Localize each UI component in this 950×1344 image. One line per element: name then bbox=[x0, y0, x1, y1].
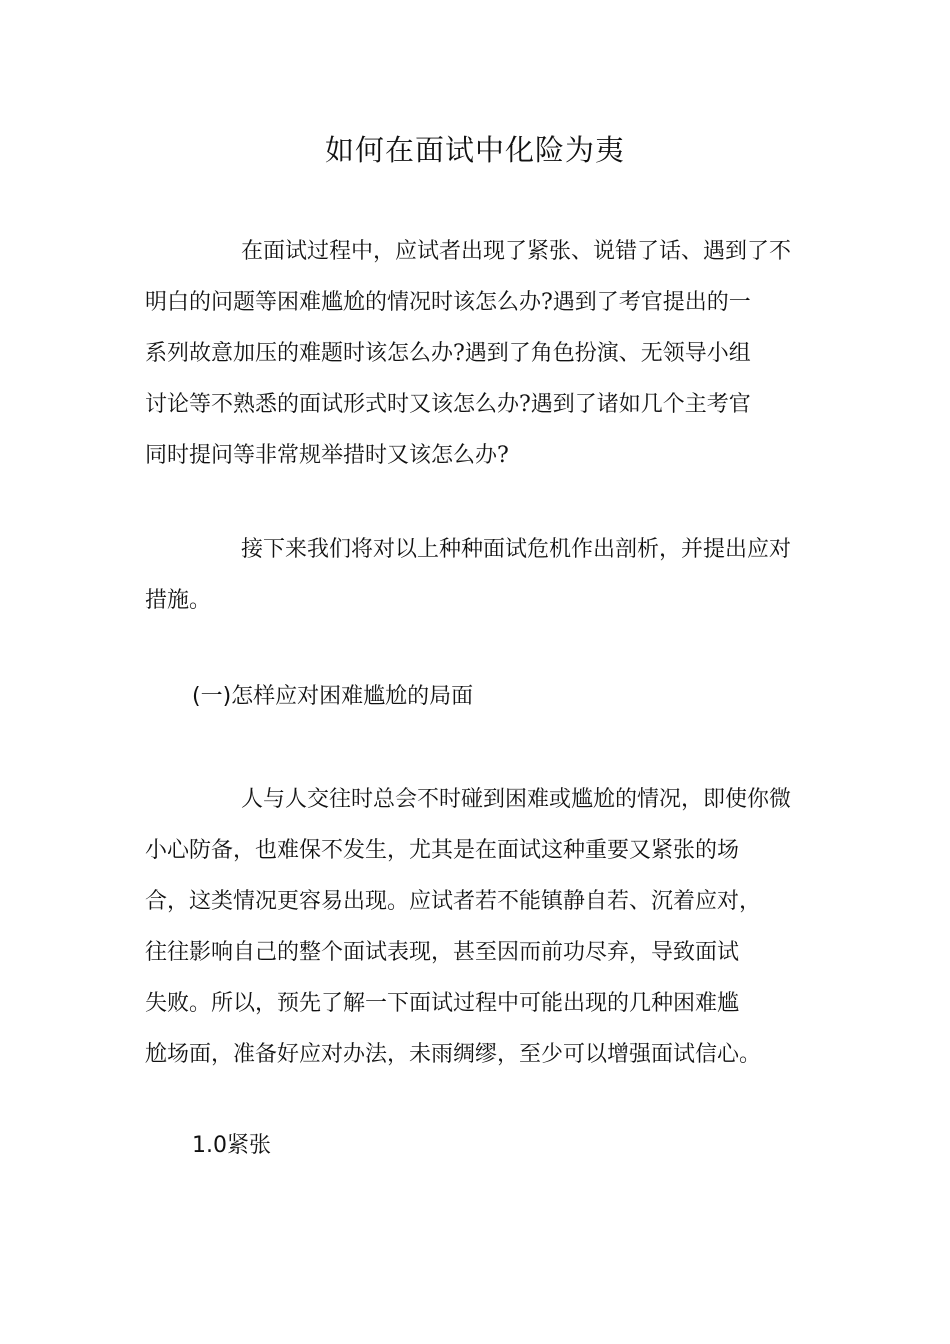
paragraph-line: 尬场面，准备好应对办法，未雨绸缪，至少可以增强面试信心。 bbox=[145, 1042, 762, 1067]
paragraph-line: 失败。所以，预先了解一下面试过程中可能出现的几种困难尴 bbox=[145, 991, 740, 1016]
paragraph-line: 同时提问等非常规举措时又该怎么办? bbox=[145, 443, 509, 468]
paragraph-awkward-situations bbox=[145, 774, 817, 1080]
paragraph-line: 接下来我们将对以上种种面试危机作出剖析，并提出应对 bbox=[241, 537, 792, 562]
paragraph-line: 合，这类情况更容易出现。应试者若不能镇静自若、沉着应对， bbox=[145, 889, 762, 914]
paragraph-line: 人与人交往时总会不时碰到困难或尴尬的情况，即使你微 bbox=[241, 787, 792, 812]
paragraph-intro bbox=[145, 226, 817, 481]
paragraph-line: 措施。 bbox=[145, 588, 212, 613]
document-title: 如何在面试中化险为夷 bbox=[324, 133, 625, 167]
paragraph-line: 小心防备，也难保不发生，尤其是在面试这种重要又紧张的场 bbox=[145, 838, 740, 863]
paragraph-line: 往往影响自己的整个面试表现，甚至因而前功尽弃，导致面试 bbox=[145, 940, 740, 965]
paragraph-line: 在面试过程中，应试者出现了紧张、说错了话、遇到了不 bbox=[241, 239, 792, 264]
paragraph-line: 明白的问题等困难尴尬的情况时该怎么办?遇到了考官提出的一 bbox=[145, 290, 751, 315]
section-heading: (一)怎样应对困难尴尬的局面 bbox=[192, 684, 474, 709]
paragraph-line: 系列故意加压的难题时该怎么办?遇到了角色扮演、无领导小组 bbox=[145, 341, 751, 366]
subheading-nervous: 1.0紧张 bbox=[192, 1133, 271, 1158]
paragraph-line: 讨论等不熟悉的面试形式时又该怎么办?遇到了诸如几个主考官 bbox=[145, 392, 751, 417]
paragraph-next-steps bbox=[145, 524, 817, 626]
